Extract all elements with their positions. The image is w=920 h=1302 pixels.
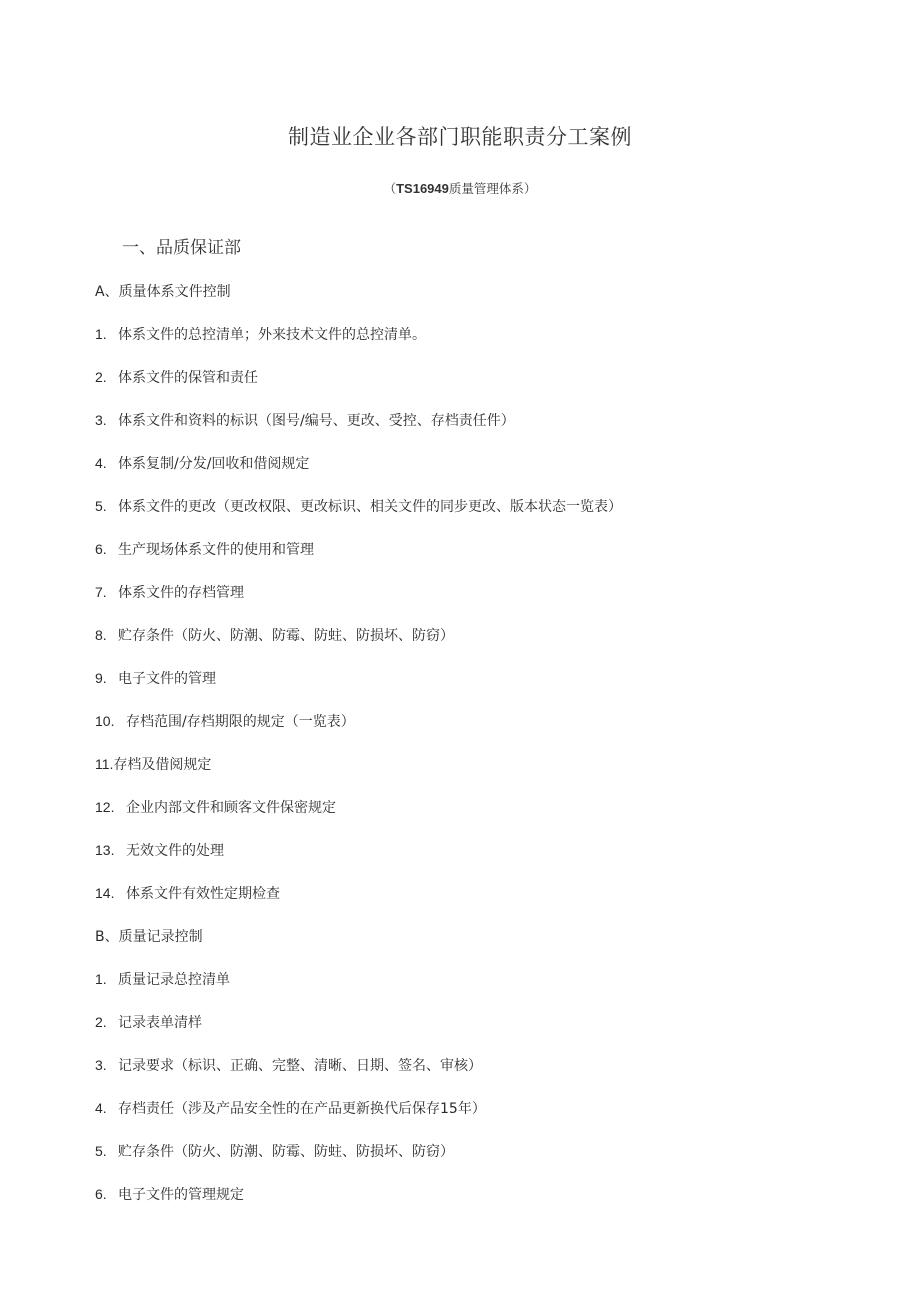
item-number: 3. — [95, 1057, 107, 1073]
item-number: 4. — [95, 1100, 107, 1116]
item-text: 体系文件的总控清单；外来技术文件的总控清单。 — [118, 327, 426, 343]
item-text: 质量记录总控清单 — [118, 972, 230, 988]
item-text: 电子文件的管理 — [118, 671, 216, 687]
item-number: 2. — [95, 1014, 107, 1030]
item-text: 无效文件的处理 — [126, 843, 224, 859]
item-number: 4. — [95, 455, 107, 471]
list-item — [95, 582, 244, 602]
item-number: 13. — [95, 842, 115, 858]
item-text: 记录表单清样 — [118, 1015, 202, 1031]
item-text: 存档范围/存档期限的规定（一览表） — [126, 714, 355, 730]
item-number: 5. — [95, 1143, 107, 1159]
group-b-heading: B、质量记录控制 — [95, 929, 203, 945]
list-item — [95, 1141, 454, 1161]
item-text: 体系文件和资料的标识（图号/编号、更改、受控、存档责任件） — [118, 413, 515, 429]
item-text: 体系复制/分发/回收和借阅规定 — [118, 456, 310, 472]
list-item — [95, 625, 454, 645]
item-number: 11. — [95, 756, 114, 772]
document-title: 制造业企业各部门职能职责分工案例 — [288, 125, 632, 149]
item-number: 1. — [95, 971, 107, 987]
item-number: 6. — [95, 541, 107, 557]
item-text: 贮存条件（防火、防潮、防霉、防蛀、防损坏、防窃） — [118, 1144, 454, 1160]
item-number: 6. — [95, 1186, 107, 1202]
document-subtitle — [0, 179, 920, 197]
item-number: 5. — [95, 498, 107, 514]
list-item — [95, 1012, 202, 1032]
group-a-heading: A、质量体系文件控制 — [95, 284, 231, 300]
item-number: 1. — [95, 326, 107, 342]
item-number: 7. — [95, 584, 107, 600]
list-item — [95, 883, 280, 903]
item-number: 10. — [95, 713, 115, 729]
list-item — [95, 969, 230, 989]
subtitle-standard: TS16949 — [396, 181, 449, 196]
item-number: 2. — [95, 369, 107, 385]
list-item — [95, 324, 426, 344]
item-text: 记录要求（标识、正确、完整、清晰、日期、签名、审核） — [118, 1058, 482, 1074]
item-text: 企业内部文件和顾客文件保密规定 — [126, 800, 336, 816]
list-item — [95, 453, 309, 473]
item-text: 存档责任（涉及产品安全性的在产品更新换代后保存15年） — [118, 1101, 486, 1117]
item-number: 8. — [95, 627, 107, 643]
subtitle-open: （ — [383, 181, 397, 196]
item-number: 14. — [95, 885, 115, 901]
item-text: 电子文件的管理规定 — [118, 1187, 244, 1203]
list-item — [95, 668, 216, 688]
item-text: 体系文件的更改（更改权限、更改标识、相关文件的同步更改、版本状态一览表） — [118, 499, 622, 515]
list-item — [95, 410, 515, 430]
item-text: 体系文件的存档管理 — [118, 585, 244, 601]
list-item — [95, 840, 224, 860]
list-item — [95, 711, 355, 731]
item-text: 体系文件的保管和责任 — [118, 370, 258, 386]
list-item — [95, 1098, 486, 1118]
item-number: 3. — [95, 412, 107, 428]
subtitle-rest: 质量管理体系） — [448, 181, 537, 196]
list-item — [95, 797, 336, 817]
item-text: 贮存条件（防火、防潮、防霉、防蛀、防损坏、防窃） — [118, 628, 454, 644]
item-text: 存档及借阅规定 — [113, 757, 212, 773]
list-item — [95, 1184, 244, 1204]
list-item — [95, 539, 314, 559]
list-item — [95, 1055, 482, 1075]
list-item — [95, 367, 258, 387]
item-text: 体系文件有效性定期检查 — [126, 886, 280, 902]
item-number: 9. — [95, 670, 107, 686]
section-heading: 一、品质保证部 — [122, 238, 241, 258]
item-text: 生产现场体系文件的使用和管理 — [118, 542, 314, 558]
list-item — [95, 496, 622, 516]
list-item — [95, 754, 211, 774]
item-number: 12. — [95, 799, 115, 815]
